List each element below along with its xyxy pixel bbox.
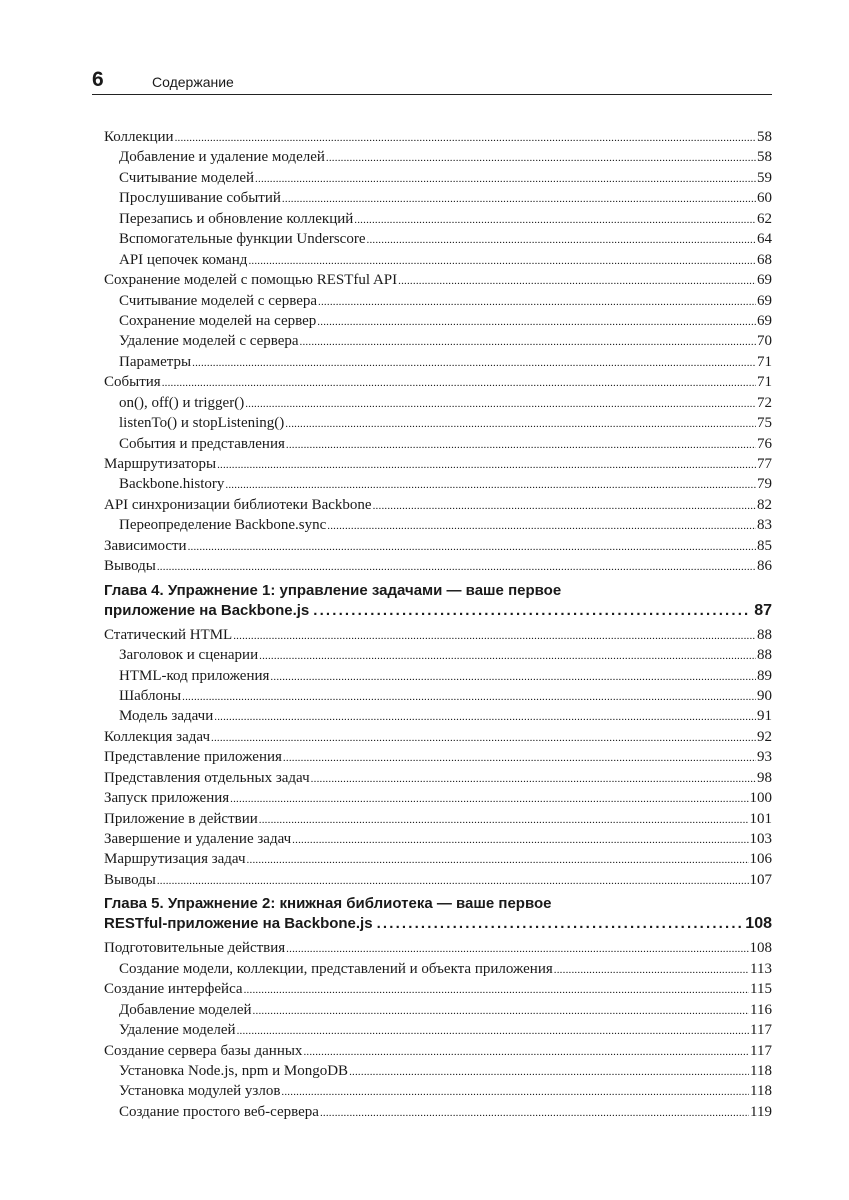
chapter-page-number: 87 — [754, 601, 772, 619]
dot-leader — [233, 625, 756, 646]
dot-leader — [349, 1061, 749, 1082]
toc-entry-title: Завершение и удаление задач — [104, 831, 292, 847]
toc-entry-page: 68 — [757, 251, 772, 268]
toc-entry-title: Добавление и удаление моделей — [119, 149, 325, 166]
toc-entry-title: HTML-код приложения — [119, 667, 270, 684]
toc-entry-page: 116 — [750, 1001, 772, 1018]
toc-entry-page: 117 — [750, 1042, 772, 1059]
toc-entry[interactable] — [104, 270, 772, 290]
toc-entry-title: Заголовок и сценарии — [119, 647, 259, 664]
toc-entry[interactable] — [104, 829, 772, 849]
toc-entry[interactable] — [104, 474, 772, 494]
toc-entry[interactable] — [104, 1081, 772, 1101]
toc-entry-title: Коллекция задач — [104, 728, 210, 745]
chapter-title-line1: Глава 4. Упражнение 1: управление задачами — ваше первое — [104, 581, 562, 599]
toc-entry-page: 59 — [757, 169, 772, 186]
dot-leader — [318, 291, 756, 312]
toc-entry[interactable] — [104, 372, 772, 392]
dot-leader — [313, 601, 750, 621]
dot-leader — [300, 331, 756, 352]
toc-entry-title: Считывание моделей — [119, 169, 255, 186]
dot-leader — [188, 536, 756, 557]
toc-entry[interactable] — [104, 706, 772, 726]
toc-entry[interactable] — [104, 870, 772, 890]
toc-entry[interactable] — [104, 209, 772, 229]
toc-entry[interactable] — [104, 768, 772, 788]
toc-entry-page: 71 — [757, 374, 772, 391]
toc-entry-page: 108 — [749, 940, 772, 957]
dot-leader — [286, 434, 756, 455]
dot-leader — [255, 168, 756, 189]
page-header — [92, 68, 772, 95]
toc-entry-page: 118 — [750, 1083, 772, 1100]
toc-entry-title: Представление приложения — [104, 749, 282, 766]
toc-entry-page: 69 — [757, 292, 772, 309]
toc-entry-page: 76 — [757, 435, 772, 452]
dot-leader — [283, 747, 756, 768]
toc-entry-title: Создание модели, коллекции, представлений и объекта приложения — [119, 960, 553, 977]
toc-entry[interactable] — [104, 229, 772, 249]
dot-leader — [320, 1102, 749, 1123]
toc-entry-page: 58 — [757, 149, 772, 166]
toc-entry-page: 83 — [757, 517, 772, 534]
chapter-title-line1: Глава 5. Упражнение 2: книжная библиотека — ваше первое — [104, 895, 552, 913]
toc-entry-title: Представления отдельных задач — [104, 769, 310, 786]
toc-entry-title: Выводы — [104, 558, 156, 575]
dot-leader — [367, 229, 757, 250]
toc-entry[interactable] — [104, 809, 772, 829]
toc-entry[interactable] — [104, 1000, 772, 1020]
toc-entry-page: 64 — [757, 231, 772, 248]
table-of-contents — [104, 127, 772, 1122]
chapter-heading-4[interactable] — [104, 581, 772, 623]
dot-leader — [317, 311, 756, 332]
dot-leader — [157, 556, 756, 577]
toc-entry[interactable] — [104, 1041, 772, 1061]
page-number: 6 — [92, 68, 104, 91]
toc-entry[interactable] — [104, 127, 772, 147]
toc-entry[interactable] — [104, 959, 772, 979]
dot-leader — [247, 849, 749, 870]
dot-leader — [175, 127, 756, 148]
toc-entry-title: Модель задачи — [119, 708, 214, 725]
toc-entry-title: Приложение в действии — [104, 810, 258, 827]
dot-leader — [398, 270, 756, 291]
toc-entry[interactable] — [104, 168, 772, 188]
dot-leader — [237, 1020, 749, 1041]
toc-entry-page: 70 — [757, 333, 772, 350]
toc-entry[interactable] — [104, 515, 772, 535]
dot-leader — [211, 727, 756, 748]
chapter-title-line2: RESTful-приложение на Backbone.js — [104, 915, 373, 933]
toc-section — [104, 625, 772, 891]
toc-entry-page: 106 — [749, 851, 772, 868]
toc-entry-page: 90 — [757, 687, 772, 704]
toc-entry[interactable] — [104, 311, 772, 331]
toc-entry-page: 88 — [757, 647, 772, 664]
dot-leader — [281, 1081, 749, 1102]
dot-leader — [282, 188, 756, 209]
toc-entry[interactable] — [104, 849, 772, 869]
dot-leader — [354, 209, 756, 230]
toc-entry-title: Установка Node.js, npm и MongoDB — [119, 1062, 349, 1079]
toc-entry-page: 113 — [750, 960, 772, 977]
toc-entry-page: 107 — [749, 871, 772, 888]
toc-entry-title: API синхронизации библиотеки Backbone — [104, 496, 372, 513]
toc-entry[interactable] — [104, 1020, 772, 1040]
toc-entry-title: Запуск приложения — [104, 790, 230, 807]
dot-leader — [182, 686, 756, 707]
dot-leader — [270, 666, 756, 687]
toc-entry-page: 100 — [749, 790, 772, 807]
chapter-heading-5[interactable] — [104, 894, 772, 936]
chapter-page-number: 108 — [745, 915, 772, 933]
toc-entry-title: Создание простого веб-сервера — [119, 1103, 319, 1120]
toc-section — [104, 938, 772, 1122]
toc-entry-title: Параметры — [119, 353, 192, 370]
dot-leader — [192, 352, 756, 373]
toc-entry-page: 88 — [757, 626, 772, 643]
running-title: Содержание — [152, 74, 234, 90]
toc-entry[interactable] — [104, 393, 772, 413]
toc-entry-page: 93 — [757, 749, 772, 766]
dot-leader — [303, 1041, 749, 1062]
dot-leader — [327, 515, 756, 536]
toc-entry-page: 103 — [749, 831, 772, 847]
dot-leader — [253, 1000, 750, 1021]
toc-entry-page: 117 — [750, 1022, 772, 1039]
toc-entry[interactable] — [104, 1102, 772, 1122]
toc-entry-title: Сохранение моделей на сервер — [119, 312, 317, 329]
toc-entry-page: 62 — [757, 210, 772, 227]
toc-entry-title: Установка модулей узлов — [119, 1083, 281, 1100]
dot-leader — [225, 474, 756, 495]
toc-entry-page: 77 — [757, 456, 772, 472]
toc-entry[interactable] — [104, 979, 772, 999]
toc-entry-page: 69 — [757, 312, 772, 329]
toc-entry-page: 85 — [757, 537, 772, 554]
dot-leader — [311, 768, 756, 789]
toc-entry-title: Маршрутизаторы — [104, 456, 217, 472]
toc-entry[interactable] — [104, 938, 772, 958]
toc-entry-page: 101 — [749, 810, 772, 827]
toc-entry-title: Коллекции — [104, 129, 174, 145]
toc-entry-page: 72 — [757, 394, 772, 411]
toc-entry-page: 118 — [750, 1062, 772, 1079]
toc-entry-title: События — [104, 374, 161, 391]
toc-entry[interactable] — [104, 188, 772, 208]
toc-entry[interactable] — [104, 331, 772, 351]
toc-entry[interactable] — [104, 645, 772, 665]
dot-leader — [326, 147, 756, 168]
toc-entry-title: Добавление моделей — [119, 1001, 252, 1018]
dot-leader — [377, 914, 742, 934]
toc-entry[interactable] — [104, 1061, 772, 1081]
toc-entry-title: Удаление моделей — [119, 1022, 236, 1039]
toc-entry[interactable] — [104, 556, 772, 576]
toc-entry-title: Зависимости — [104, 537, 187, 554]
toc-entry-title: Выводы — [104, 871, 156, 888]
dot-leader — [244, 979, 749, 1000]
toc-entry-page: 71 — [757, 353, 772, 370]
toc-entry-title: Сохранение моделей с помощью RESTful API — [104, 272, 398, 289]
dot-leader — [259, 809, 749, 830]
toc-entry-title: Статический HTML — [104, 626, 233, 643]
toc-entry[interactable] — [104, 147, 772, 167]
toc-entry[interactable] — [104, 454, 772, 474]
toc-entry-title: Прослушивание событий — [119, 190, 281, 207]
toc-entry-page: 86 — [757, 558, 772, 575]
dot-leader — [157, 870, 749, 891]
toc-entry-page: 91 — [757, 708, 772, 725]
toc-entry[interactable] — [104, 352, 772, 372]
toc-entry-title: Считывание моделей с сервера — [119, 292, 318, 309]
toc-entry-title: Перезапись и обновление коллекций — [119, 210, 354, 227]
toc-entry-title: Удаление моделей с сервера — [119, 333, 299, 350]
toc-entry[interactable] — [104, 291, 772, 311]
toc-entry-title: Вспомогательные функции Underscore — [119, 231, 366, 248]
toc-entry-page: 75 — [757, 415, 772, 432]
dot-leader — [286, 938, 748, 959]
toc-entry[interactable] — [104, 495, 772, 515]
toc-entry-title: Создание интерфейса — [104, 981, 243, 998]
toc-entry-title: Backbone.history — [119, 476, 225, 493]
toc-entry[interactable] — [104, 727, 772, 747]
toc-entry-page: 58 — [757, 129, 772, 145]
toc-entry-title: События и представления — [119, 435, 285, 452]
toc-entry[interactable] — [104, 666, 772, 686]
dot-leader — [248, 250, 756, 271]
dot-leader — [245, 393, 756, 414]
toc-entry[interactable] — [104, 625, 772, 645]
toc-entry-page: 89 — [757, 667, 772, 684]
toc-entry-title: Переопределение Backbone.sync — [119, 517, 327, 534]
dot-leader — [259, 645, 756, 666]
toc-section — [104, 127, 772, 577]
toc-entry[interactable] — [104, 413, 772, 433]
toc-entry[interactable] — [104, 434, 772, 454]
toc-entry-title: Шаблоны — [119, 687, 182, 704]
toc-entry-page: 79 — [757, 476, 772, 493]
toc-entry[interactable] — [104, 250, 772, 270]
toc-entry-title: on(), off() и trigger() — [119, 394, 245, 411]
toc-entry-page: 98 — [757, 769, 772, 786]
toc-entry-title: Маршрутизация задач — [104, 851, 246, 868]
dot-leader — [230, 788, 748, 809]
dot-leader — [373, 495, 756, 516]
toc-entry-page: 60 — [757, 190, 772, 207]
dot-leader — [217, 454, 756, 475]
toc-entry[interactable] — [104, 536, 772, 556]
toc-entry[interactable] — [104, 747, 772, 767]
toc-entry-title: listenTo() и stopListening() — [119, 415, 285, 432]
dot-leader — [285, 413, 756, 434]
dot-leader — [162, 372, 756, 393]
dot-leader — [554, 959, 749, 980]
toc-entry-page: 115 — [750, 981, 772, 998]
dot-leader — [292, 829, 748, 850]
toc-entry-title: Создание сервера базы данных — [104, 1042, 303, 1059]
toc-entry-title: Подготовительные действия — [104, 940, 286, 957]
toc-entry-page: 92 — [757, 728, 772, 745]
chapter-title-line2: приложение на Backbone.js — [104, 601, 310, 619]
toc-entry[interactable] — [104, 788, 772, 808]
toc-entry-page: 119 — [750, 1103, 772, 1120]
toc-entry-title: API цепочек команд — [119, 251, 248, 268]
toc-entry-page: 69 — [757, 272, 772, 289]
toc-entry[interactable] — [104, 686, 772, 706]
toc-entry-page: 82 — [757, 496, 772, 513]
dot-leader — [214, 706, 756, 727]
